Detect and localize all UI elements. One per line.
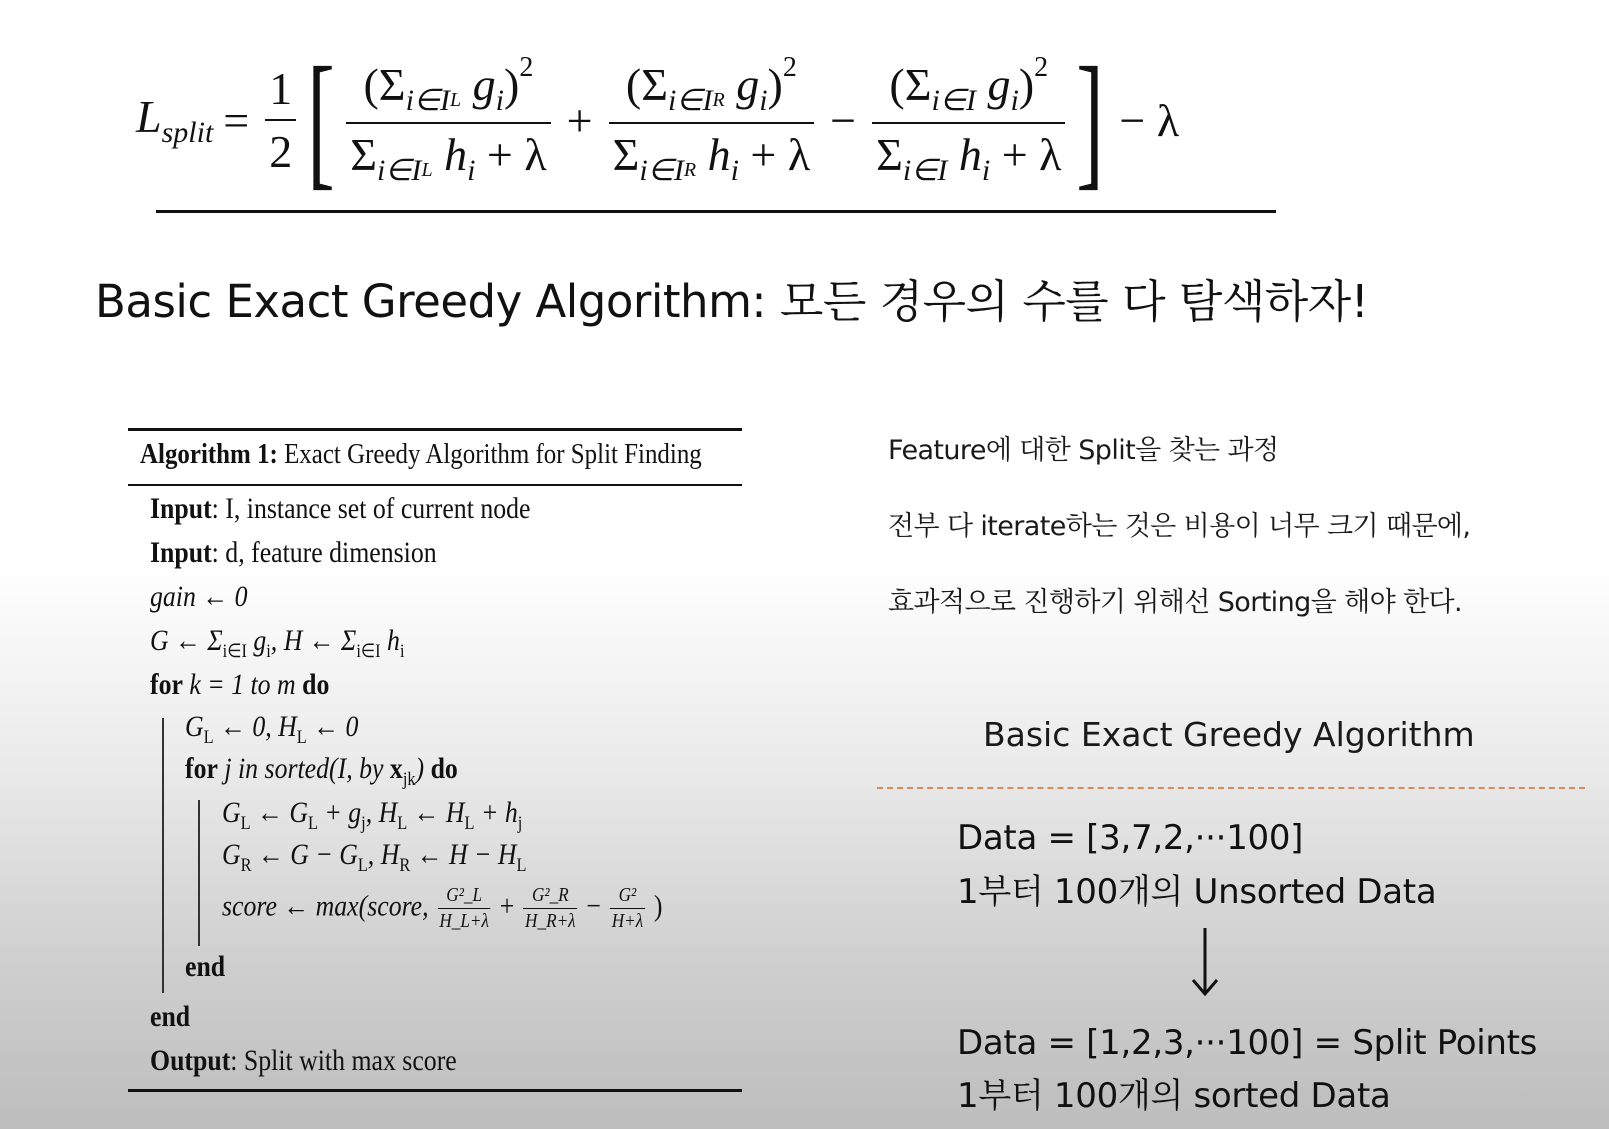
formula-equals: = [223, 94, 250, 146]
sorted-data-values: Data = [1,2,3,···100] = Split Points [957, 1023, 1538, 1063]
score-parent-fraction: $\frac{\text{G²}}{H+\lambda}$ [611, 884, 644, 932]
algorithm-reset-line: $G_L$ ← 0, $H_L$ ← 0 [185, 710, 359, 748]
formula-close-bracket: ] [1076, 37, 1105, 203]
formula-open-bracket: [ [307, 37, 335, 203]
algorithm-title-rule [128, 484, 742, 486]
algorithm-top-rule [128, 428, 742, 431]
algorithm-input-dimension: Input: d, feature dimension [150, 536, 437, 569]
note-line-2: 전부 다 iterate하는 것은 비용이 너무 크기 때문에, [888, 511, 1471, 542]
algorithm-gain-init: gain ← 0 [150, 580, 248, 613]
algorithm-bottom-rule [128, 1089, 742, 1092]
algorithm-left-update: $G_L$ ← $G_L + g_j$, $H_L$ ← $H_L + h_j$ [222, 796, 523, 834]
sorted-data-description: 1부터 100개의 sorted Data [957, 1076, 1391, 1116]
unsorted-data-description: 1부터 100개의 Unsorted Data [957, 872, 1437, 912]
formula-minus: − [830, 94, 857, 146]
illustration-title: Basic Exact Greedy Algorithm [983, 715, 1475, 754]
formula-left-term: $\frac{(\Sigma_{i\in I}L g_i)^2}{\Sigma_{i\in I}L h_i + \lambda}$ [346, 52, 550, 188]
unsorted-data-values: Data = [3,7,2,···100] [957, 818, 1304, 858]
algorithm-outer-loop: for k = 1 to m do [150, 668, 330, 701]
score-left-fraction: $\frac{\text{G²\_L}}{H\_L+\lambda}$ [439, 884, 489, 932]
formula-right-term: $\frac{(\Sigma_{i\in I}R g_i)^2}{\Sigma_{i\in I}R h_i + \lambda}$ [609, 52, 815, 188]
algorithm-outer-end: end [150, 1000, 191, 1033]
score-right-fraction: $\frac{\text{G²\_R}}{H\_R+\lambda}$ [525, 884, 576, 932]
algorithm-output: Output: Split with max score [150, 1044, 457, 1077]
algorithm-right-update: $G_R$ ← $G - G_L$, $H_R$ ← $H - H_L$ [222, 838, 527, 876]
algorithm-inner-end: end [185, 950, 226, 983]
algorithm-inner-loop: for j in sorted(I, by $x_{jk}$) do [185, 752, 458, 790]
algorithm-outer-loop-bar [162, 718, 164, 993]
down-arrow-icon [1190, 926, 1220, 998]
formula-parent-term: $\frac{(\Sigma_{i\in I} g_i)^2}{\Sigma_{i\in I} h_i + \lambda}$ [872, 52, 1065, 188]
algorithm-input-instances: Input: I, instance set of current node [150, 492, 531, 525]
algorithm-inner-loop-bar [198, 800, 200, 946]
split-loss-formula [136, 37, 1276, 203]
formula-tail: − λ [1119, 94, 1180, 146]
algorithm-title: Algorithm 1: Exact Greedy Algorithm for Split Finding [140, 438, 702, 470]
formula-lhs: $L_{split}$ [136, 91, 214, 149]
formula-underline [156, 210, 1276, 213]
formula-half: $\frac{1}{2}$ [265, 62, 296, 178]
dashed-separator [877, 787, 1585, 789]
algorithm-score-update: score ← max(score, $\frac{\text{G²\_L}}{H\_L+\lambda}$ + $\frac{\text{G²\_R}}{H\_R+\lambda}$ − $\frac{\text{G²}}{H+\lambda}$ ) [222, 884, 663, 932]
algorithm-gh-init: G ← $\Sigma_{i\in I}$ $g_i$, H ← $\Sigma_{i\in I}$ $h_i$ [150, 624, 405, 662]
note-line-1: Feature에 대한 Split을 찾는 과정 [888, 435, 1279, 466]
note-line-3: 효과적으로 진행하기 위해선 Sorting을 해야 한다. [888, 587, 1462, 618]
formula-plus: + [566, 94, 593, 146]
slide-heading: Basic Exact Greedy Algorithm: 모든 경우의 수를 다 탐색하자! [95, 275, 1369, 328]
